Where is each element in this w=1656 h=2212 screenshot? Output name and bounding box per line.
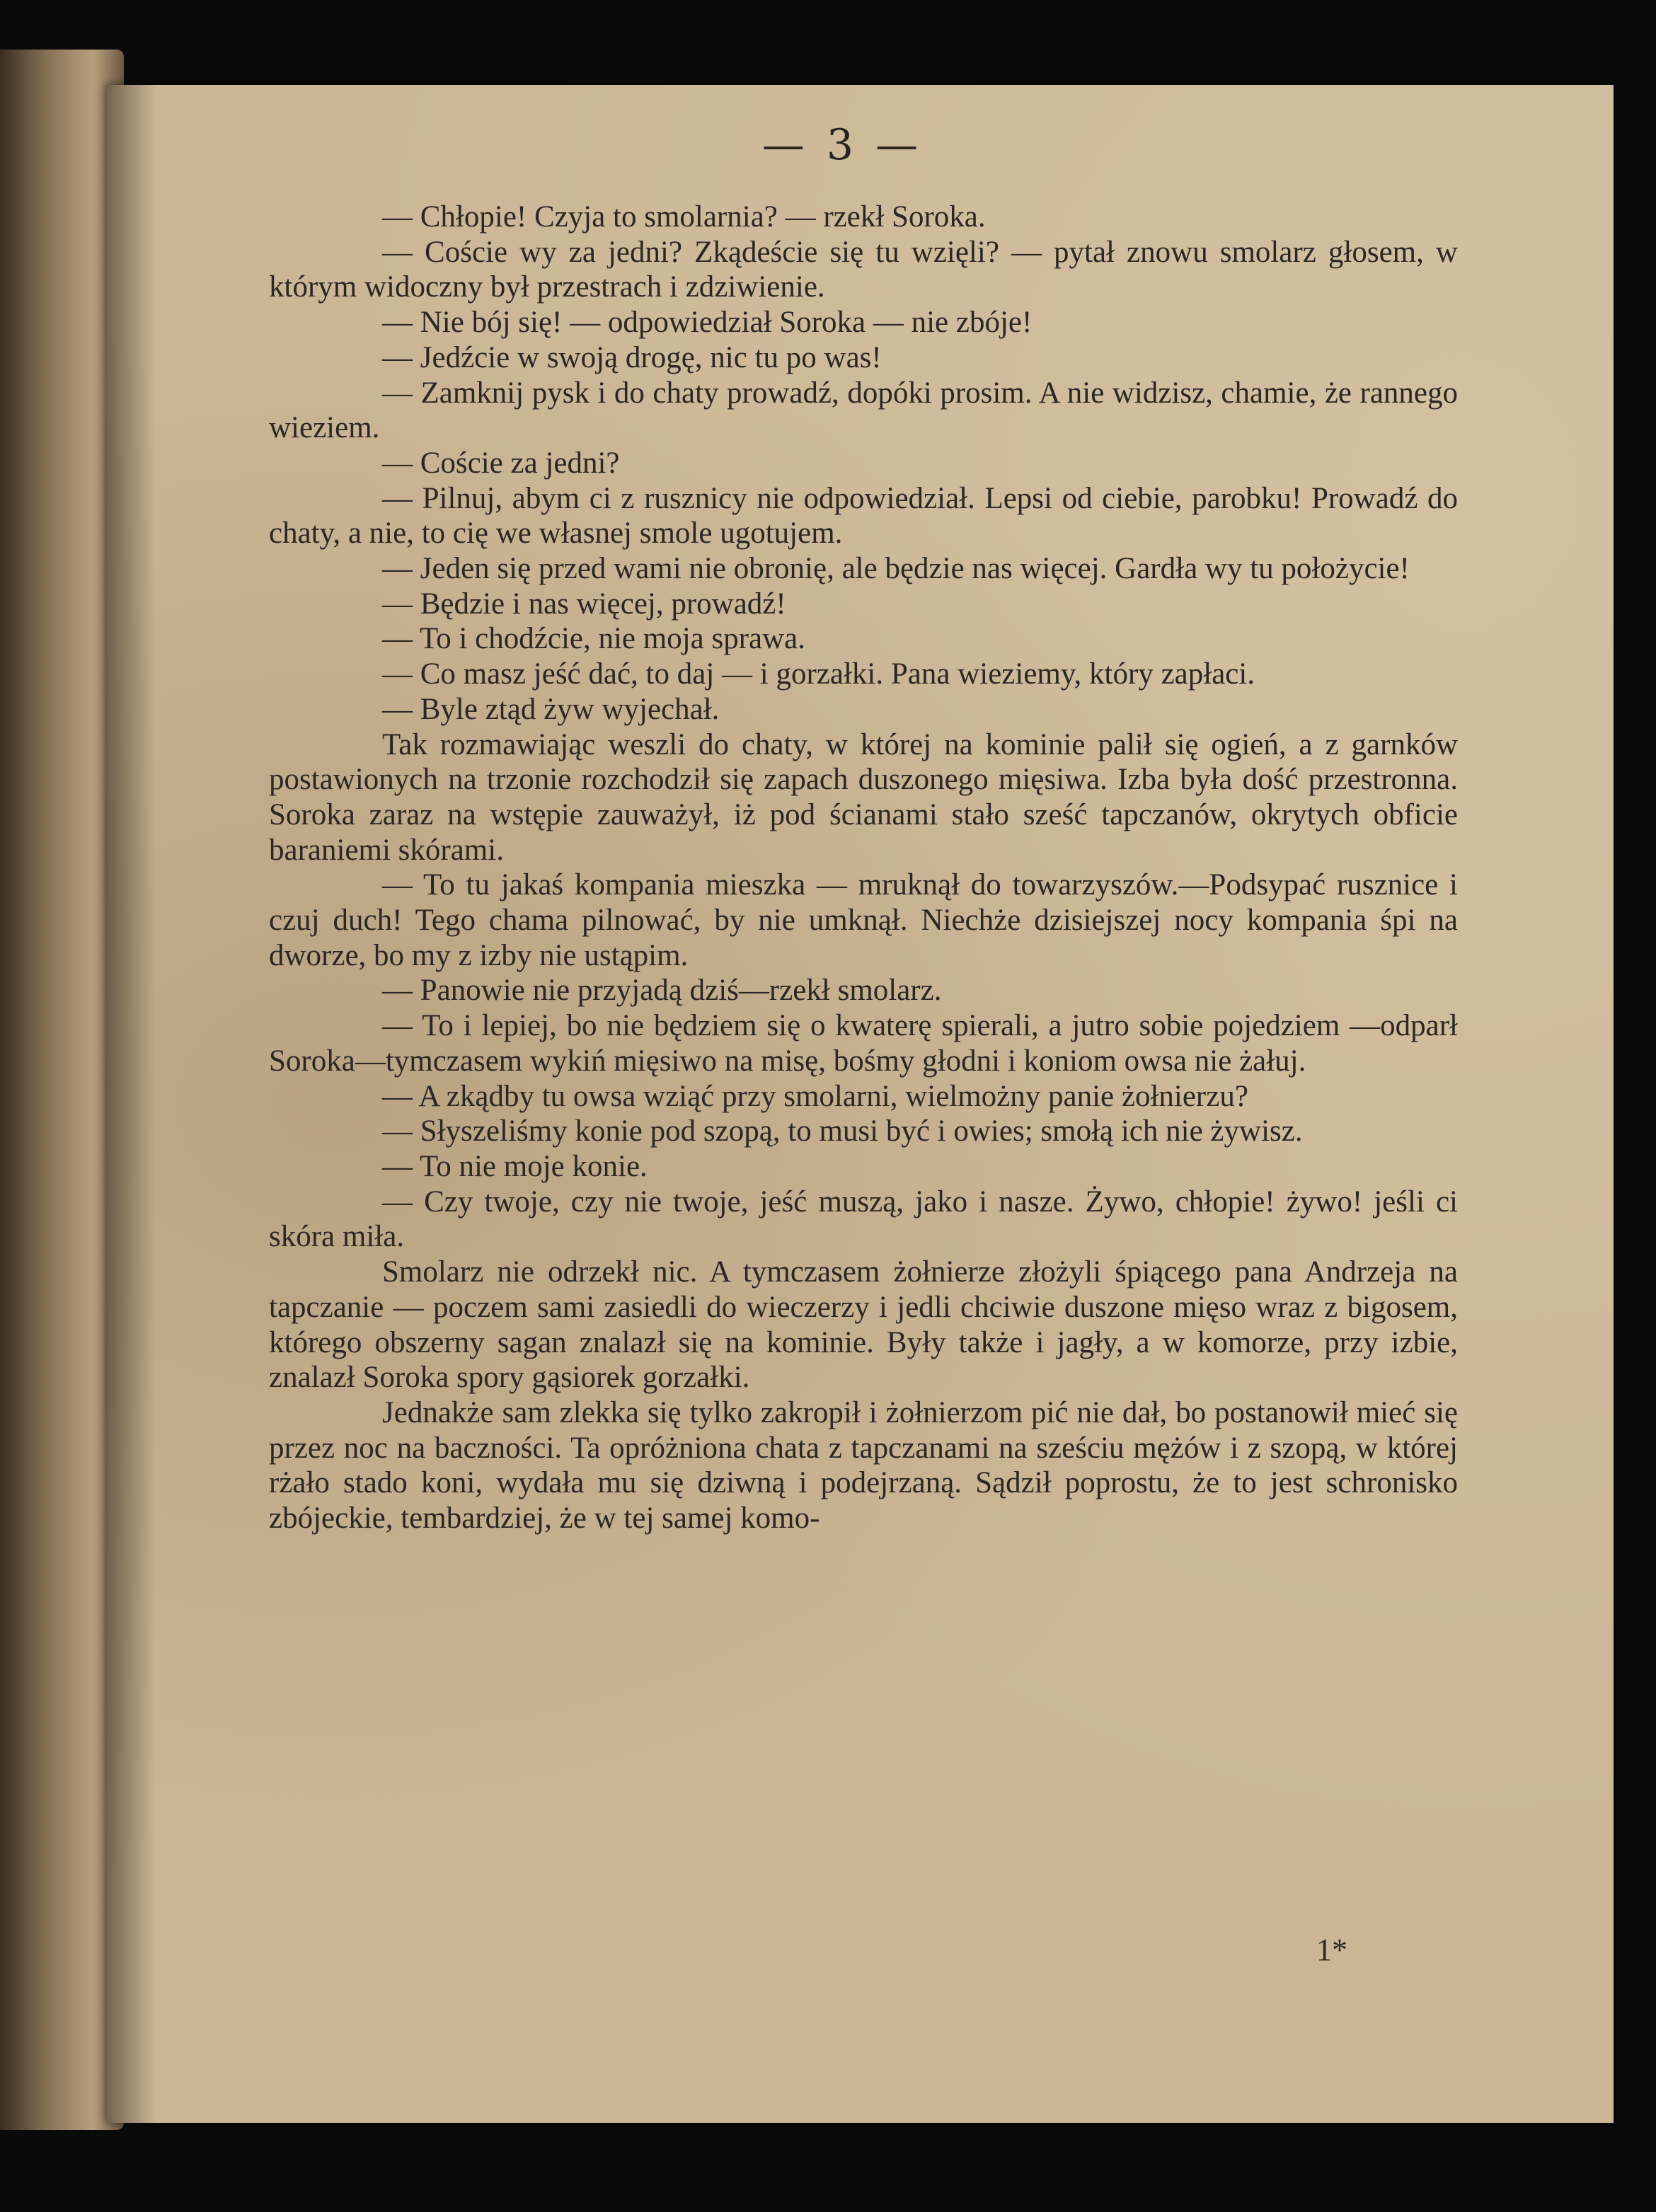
paragraph: — To i lepiej, bo nie będziem się o kwaterę spierali, a jutro sobie pojedziem —odparł Soroka—tymczasem wykiń mięsiwo na misę, bośmy głodni i koniom owsa nie żałuj. [269,1009,1458,1078]
paragraph: Tak rozmawiając weszli do chaty, w której na kominie palił się ogień, a z garnków postawionych na trzonie rozchodził się zapach duszonego mięsiwa. Izba była dość przestronna. Soroka zaraz na wstępie zauważył, iż pod ścianami stało sześć tapczanów, okrytych obficie baraniemi skórami. [269,727,1458,867]
paragraph: — Panowie nie przyjadą dziś—rzekł smolarz. [382,974,942,1008]
paragraph: — Zamknij pysk i do chaty prowadź, dopóki prosim. A nie widzisz, chamie, że rannego wieziem. [269,376,1458,445]
left-page-edge [0,50,124,2130]
spine-shadow [106,85,156,2123]
paragraph: — To nie moje konie. [382,1149,648,1183]
signature-mark: 1* [1316,1932,1347,1967]
page-number: — 3 — [761,120,923,170]
page-text [269,200,1458,1536]
paragraph: — Chłopie! Czyja to smolarnia? — rzekł Soroka. [382,200,986,234]
paragraph: — Czy twoje, czy nie twoje, jeść muszą, jako i nasze. Żywo, chłopie! żywo! jeśli ci skóra miła. [269,1185,1458,1254]
paragraph: Smolarz nie odrzekł nic. A tymczasem żołnierze złożyli śpiącego pana Andrzeja na tapczanie — poczem sami zasiedli do wieczerzy i jedli chciwie duszone mięso wraz z bigosem, którego obszerny sagan znalazł się na kominie. Były także i jagły, a w komorze, przy izbie, znalazł Soroka spory gąsiorek gorzałki. [269,1255,1458,1395]
paragraph: Jednakże sam zlekka się tylko zakropił i żołnierzom pić nie dał, bo postanowił mieć się przez noc na baczności. Ta opróżniona chata z tapczanami na sześciu mężów i z szopą, w której rżało stado koni, wydała mu się dziwną i podejrzaną. Sądził poprostu, że to jest schronisko zbójeckie, tembardziej, że w tej samej komo- [269,1395,1458,1536]
paragraph: — Słyszeliśmy konie pod szopą, to musi być i owies; smołą ich nie żywisz. [382,1114,1303,1148]
paragraph: — Byle ztąd żyw wyjechał. [382,692,720,726]
paragraph: — Pilnuj, abym ci z rusznicy nie odpowiedział. Lepsi od ciebie, parobku! Prowadź do chaty, a nie, to cię we własnej smole ugotujem. [269,481,1458,551]
paragraph: — To tu jakaś kompania mieszka — mruknął do towarzyszów.—Podsypać rusznice i czuj duch! Tego chama pilnować, by nie umknął. Niechże dzisiejszej nocy kompania śpi na dworze, bo my z izby nie ustąpim. [269,868,1458,972]
paragraph: — Nie bój się! — odpowiedział Soroka — nie zbóje! [382,306,1033,340]
paragraph: — Coście za jedni? [382,446,620,480]
paragraph: — To i chodźcie, nie moja sprawa. [382,622,806,656]
paragraph: — A zkądby tu owsa wziąć przy smolarni, wielmożny panie żołnierzu? [382,1079,1248,1113]
paragraph: — Jedźcie w swoją drogę, nic tu po was! [382,340,882,374]
paragraph: — Co masz jeść dać, to daj — i gorzałki. Pana wieziemy, który zapłaci. [382,657,1255,691]
paragraph: — Coście wy za jedni? Zkądeście się tu wzięli? — pytał znowu smolarz głosem, w którym widoczny był przestrach i zdziwienie. [269,235,1458,304]
paragraph: — Jeden się przed wami nie obronię, ale będzie nas więcej. Gardła wy tu położycie! [382,552,1410,586]
paragraph: — Będzie i nas więcej, prowadź! [382,587,786,621]
